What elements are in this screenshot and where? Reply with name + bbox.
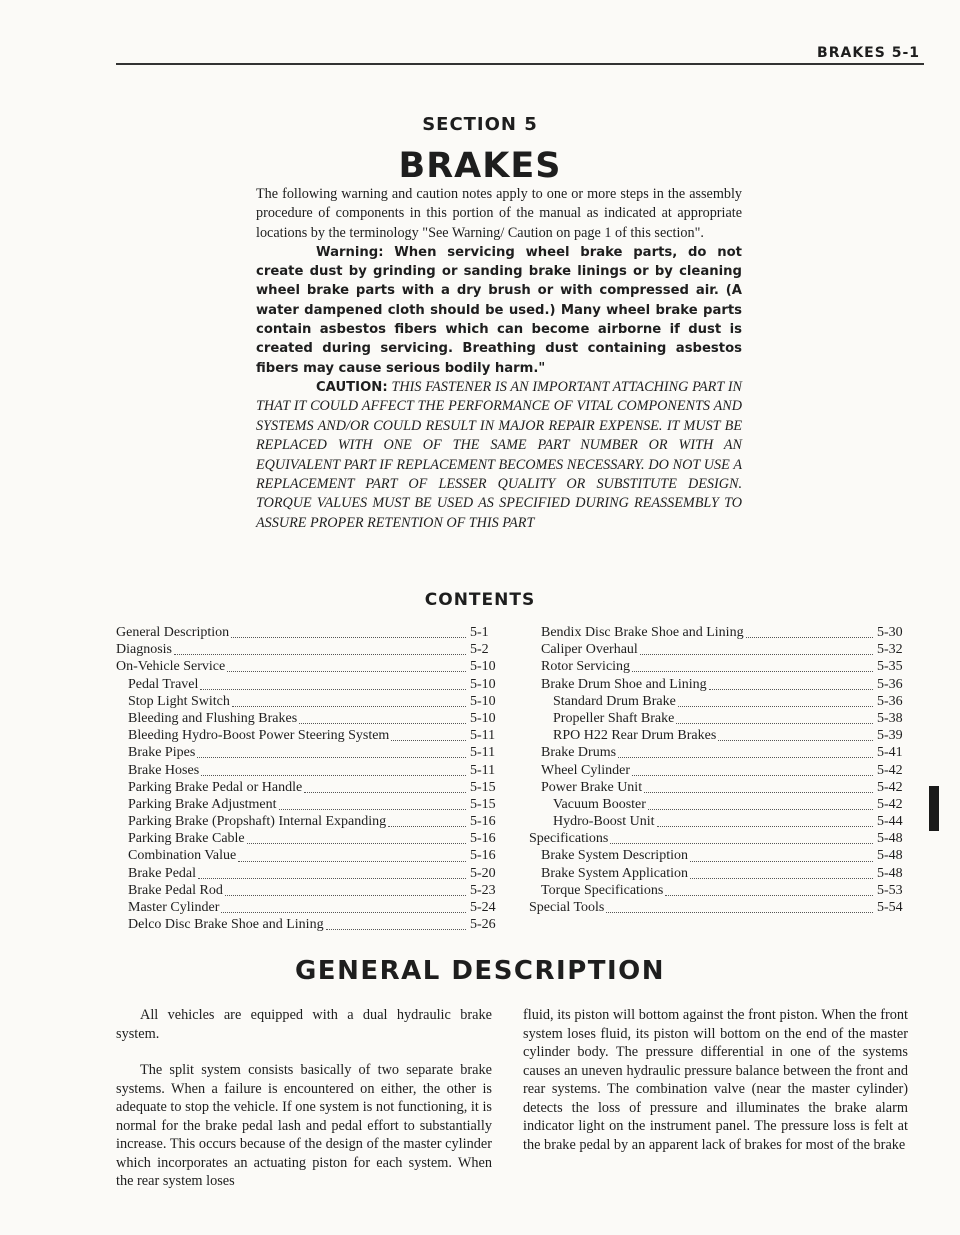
toc-leader-dots [326, 929, 466, 930]
running-head: BRAKES 5-1 [817, 45, 920, 61]
toc-leader-dots [606, 912, 873, 913]
toc-entry-title: Propeller Shaft Brake [553, 710, 675, 726]
toc-leader-dots [198, 878, 466, 879]
toc-entry [529, 711, 907, 728]
toc-entry [116, 711, 500, 728]
toc-entry-page: 5-10 [470, 676, 496, 692]
toc-entry-title: Bendix Disc Brake Shoe and Lining [541, 625, 744, 640]
toc-left-column [116, 625, 500, 934]
toc-entry-title: General Description [116, 625, 230, 640]
fastener-caution [256, 378, 742, 533]
toc-entry-page: 5-42 [877, 796, 903, 812]
toc-leader-dots [238, 861, 466, 862]
toc-entry-page: 5-16 [470, 848, 496, 864]
toc-entry-page: 5-11 [470, 745, 496, 761]
toc-entry [116, 745, 500, 762]
toc-entry [529, 883, 907, 900]
toc-entry [116, 883, 500, 900]
toc-entry-page: 5-10 [470, 659, 496, 675]
toc-leader-dots [388, 826, 466, 827]
toc-entry-title: Brake Pedal [128, 865, 197, 881]
toc-entry [529, 625, 907, 642]
toc-entry [116, 797, 500, 814]
toc-entry [529, 694, 907, 711]
toc-entry-title: Diagnosis [116, 642, 172, 658]
toc-entry-page: 5-54 [877, 900, 903, 915]
toc-leader-dots [174, 654, 466, 655]
toc-leader-dots [657, 826, 874, 827]
toc-entry-title: Parking Brake Cable [128, 831, 245, 847]
toc-entry [529, 763, 907, 780]
toc-entry-page: 5-36 [877, 693, 903, 709]
toc-entry-page: 5-35 [877, 659, 903, 675]
toc-leader-dots [299, 723, 466, 724]
toc-entry-page: 5-32 [877, 642, 903, 658]
toc-entry-page: 5-16 [470, 831, 496, 847]
toc-entry-page: 5-16 [470, 814, 496, 830]
toc-entry-title: Standard Drum Brake [553, 693, 676, 709]
toc-leader-dots [690, 878, 873, 879]
contents-heading: CONTENTS [424, 590, 536, 610]
toc-entry-page: 5-53 [877, 882, 903, 898]
toc-leader-dots [304, 792, 466, 793]
toc-entry [529, 866, 907, 883]
body-paragraph: fluid, its piston will bottom against the front piston. When the front system loses fluid, its piston will bottom on the end of the master cylinder body. The pressure differential in one of the systems causes an uneven hydraulic pressure balance between the front and rear systems. The combination valve (near the master cylinder) detects the loss of pressure and illuminates the brake alarm indicator light on the instrument panel. The pressure loss is felt at the brake pedal by an apparent lack of brakes for most of the brake [523, 1007, 908, 1153]
toc-entry [529, 659, 907, 676]
toc-entry [116, 900, 500, 917]
toc-entry-title: Brake System Description [541, 848, 688, 864]
page-title: BRAKES [398, 146, 562, 186]
toc-entry-title: Bleeding Hydro-Boost Power Steering System [128, 728, 390, 744]
section-tab-marker [929, 786, 939, 831]
toc-entry-page: 5-42 [877, 762, 903, 778]
caution-label: CAUTION: [316, 379, 388, 395]
asbestos-warning: Warning: When servicing wheel brake parts, do not create dust by grinding or sanding brake linings or by cleaning wheel brake parts with a dry brush or with compressed air. (A water dampened cloth should be used.) Many wheel brake parts contain asbestos fibers which can become airborne if dust is created during servicing. Breathing dust containing asbestos fibers may cause serious bodily harm." [256, 244, 742, 376]
toc-entry [529, 831, 907, 848]
toc-entry [116, 694, 500, 711]
body-column-right [523, 1006, 908, 1172]
toc-entry-title: Torque Specifications [541, 882, 664, 898]
toc-entry-title: Combination Value [128, 848, 237, 864]
toc-leader-dots [640, 654, 873, 655]
toc-entry [116, 728, 500, 745]
toc-entry-page: 5-39 [877, 728, 903, 744]
toc-entry-page: 5-42 [877, 779, 903, 795]
toc-leader-dots [247, 843, 466, 844]
toc-entry [116, 917, 500, 934]
toc-entry-title: Power Brake Unit [541, 779, 643, 795]
toc-entry [529, 797, 907, 814]
toc-entry [116, 642, 500, 659]
toc-leader-dots [632, 775, 873, 776]
toc-leader-dots [632, 671, 873, 672]
toc-leader-dots [221, 912, 466, 913]
toc-leader-dots [279, 809, 466, 810]
toc-entry-page: 5-11 [470, 762, 496, 778]
toc-entry [529, 728, 907, 745]
toc-entry-page: 5-20 [470, 865, 496, 881]
toc-entry-title: Parking Brake Pedal or Handle [128, 779, 303, 795]
toc-entry-page: 5-36 [877, 676, 903, 692]
toc-entry-page: 5-44 [877, 814, 903, 830]
toc-entry-title: Bleeding and Flushing Brakes [128, 710, 298, 726]
toc-entry-title: Rotor Servicing [541, 659, 631, 675]
toc-entry [529, 642, 907, 659]
toc-entry-page: 5-11 [470, 728, 496, 744]
toc-entry-title: Brake Pipes [128, 745, 196, 761]
toc-leader-dots [746, 637, 873, 638]
toc-leader-dots [644, 792, 873, 793]
toc-leader-dots [227, 671, 466, 672]
toc-entry [116, 848, 500, 865]
toc-entry [116, 831, 500, 848]
section-label: SECTION 5 [422, 114, 538, 135]
toc-entry-title: On-Vehicle Service [116, 659, 226, 675]
toc-leader-dots [618, 757, 873, 758]
toc-entry-title: Parking Brake Adjustment [128, 796, 277, 812]
toc-entry-page: 5-38 [877, 710, 903, 726]
toc-entry-page: 5-10 [470, 693, 496, 709]
toc-entry-page: 5-15 [470, 796, 496, 812]
toc-right-column [529, 625, 907, 917]
toc-entry [116, 866, 500, 883]
toc-entry-title: Pedal Travel [128, 676, 199, 692]
toc-entry-title: Specifications [529, 831, 609, 847]
body-column-left [116, 1006, 492, 1209]
toc-entry-page: 5-26 [470, 917, 496, 933]
toc-entry-title: Caliper Overhaul [541, 642, 638, 658]
body-paragraph: All vehicles are equipped with a dual hydraulic brake system. [116, 1007, 492, 1042]
toc-entry-page: 5-30 [877, 625, 903, 640]
toc-entry-page: 5-23 [470, 882, 496, 898]
toc-leader-dots [665, 895, 873, 896]
toc-leader-dots [391, 740, 466, 741]
toc-entry [529, 780, 907, 797]
toc-entry-title: Brake Pedal Rod [128, 882, 223, 898]
toc-entry-title: Brake Drum Shoe and Lining [541, 676, 707, 692]
toc-entry-title: Master Cylinder [128, 900, 220, 915]
toc-leader-dots [200, 689, 466, 690]
toc-entry [529, 848, 907, 865]
toc-entry [116, 814, 500, 831]
toc-entry-title: Brake Drums [541, 745, 617, 761]
toc-leader-dots [648, 809, 873, 810]
toc-entry-title: Delco Disc Brake Shoe and Lining [128, 917, 324, 933]
toc-leader-dots [709, 689, 873, 690]
toc-leader-dots [678, 706, 873, 707]
toc-leader-dots [718, 740, 873, 741]
toc-entry [529, 677, 907, 694]
toc-entry-title: Wheel Cylinder [541, 762, 631, 778]
toc-entry [116, 677, 500, 694]
toc-leader-dots [610, 843, 873, 844]
toc-leader-dots [232, 706, 466, 707]
toc-entry-page: 5-48 [877, 831, 903, 847]
toc-entry-page: 5-48 [877, 848, 903, 864]
notes-intro: The following warning and caution notes apply to one or more steps in the assembly procedure of components in this portion of the manual as indicated at appropriate locations by the terminology "See Warning/ Caution on page 1 of this section". [256, 186, 742, 241]
toc-entry-title: Parking Brake (Propshaft) Internal Expanding [128, 814, 387, 830]
toc-entry-page: 5-41 [877, 745, 903, 761]
caution-text: THIS FASTENER IS AN IMPORTANT ATTACHING PART IN THAT IT COULD AFFECT THE PERFORMANCE OF VITAL COMPONENTS AND SYSTEMS AND/OR COULD RESULT IN MAJOR REPAIR EXPENSE. IT MUST BE REPLACED WITH ONE OF THE SAME PART NUMBER OR WITH AN EQUIVALENT PART IF REPLACEMENT BECOMES NECESSARY. DO NOT USE A REPLACEMENT PART OF LESSER QUALITY OR SUBSTITUTE DESIGN. TORQUE VALUES MUST BE USED AS SPECIFIED DURING REASSEMBLY TO ASSURE PROPER RETENTION OF THIS PART [256, 378, 743, 531]
toc-entry [529, 745, 907, 762]
toc-entry-title: Stop Light Switch [128, 693, 230, 709]
toc-entry-page: 5-15 [470, 779, 496, 795]
toc-entry [116, 780, 500, 797]
toc-entry [529, 900, 907, 917]
header-rule [116, 63, 924, 65]
toc-entry [116, 763, 500, 780]
toc-entry-title: Brake Hoses [128, 762, 200, 778]
toc-entry-page: 5-48 [877, 865, 903, 881]
warning-caution-notes [256, 185, 742, 533]
toc-entry-title: Brake System Application [541, 865, 688, 881]
toc-leader-dots [225, 895, 466, 896]
toc-entry-page: 5-10 [470, 710, 496, 726]
toc-entry-title: Vacuum Booster [553, 796, 646, 812]
toc-leader-dots [231, 637, 466, 638]
toc-entry-title: Hydro-Boost Unit [553, 814, 655, 830]
toc-entry [529, 814, 907, 831]
toc-entry-page: 5-2 [470, 642, 489, 658]
toc-leader-dots [201, 775, 466, 776]
toc-leader-dots [197, 757, 466, 758]
toc-entry [116, 659, 500, 676]
toc-entry-title: RPO H22 Rear Drum Brakes [553, 728, 717, 744]
toc-entry-page: 5-1 [470, 625, 489, 640]
toc-entry [116, 625, 500, 642]
toc-entry-title: Special Tools [529, 900, 605, 915]
general-description-heading: GENERAL DESCRIPTION [294, 956, 666, 986]
toc-leader-dots [676, 723, 873, 724]
toc-entry-page: 5-24 [470, 900, 496, 915]
body-paragraph: The split system consists basically of two separate brake systems. When a failure is encountered on either, the other is adequate to stop the vehicle. If one system is not functioning, it is normal for the brake pedal lash and pedal effort to substantially increase. This occurs because of the design of the master cylinder which incorporates an actuating piston for each system. When the rear system loses [116, 1062, 492, 1189]
toc-leader-dots [690, 861, 873, 862]
